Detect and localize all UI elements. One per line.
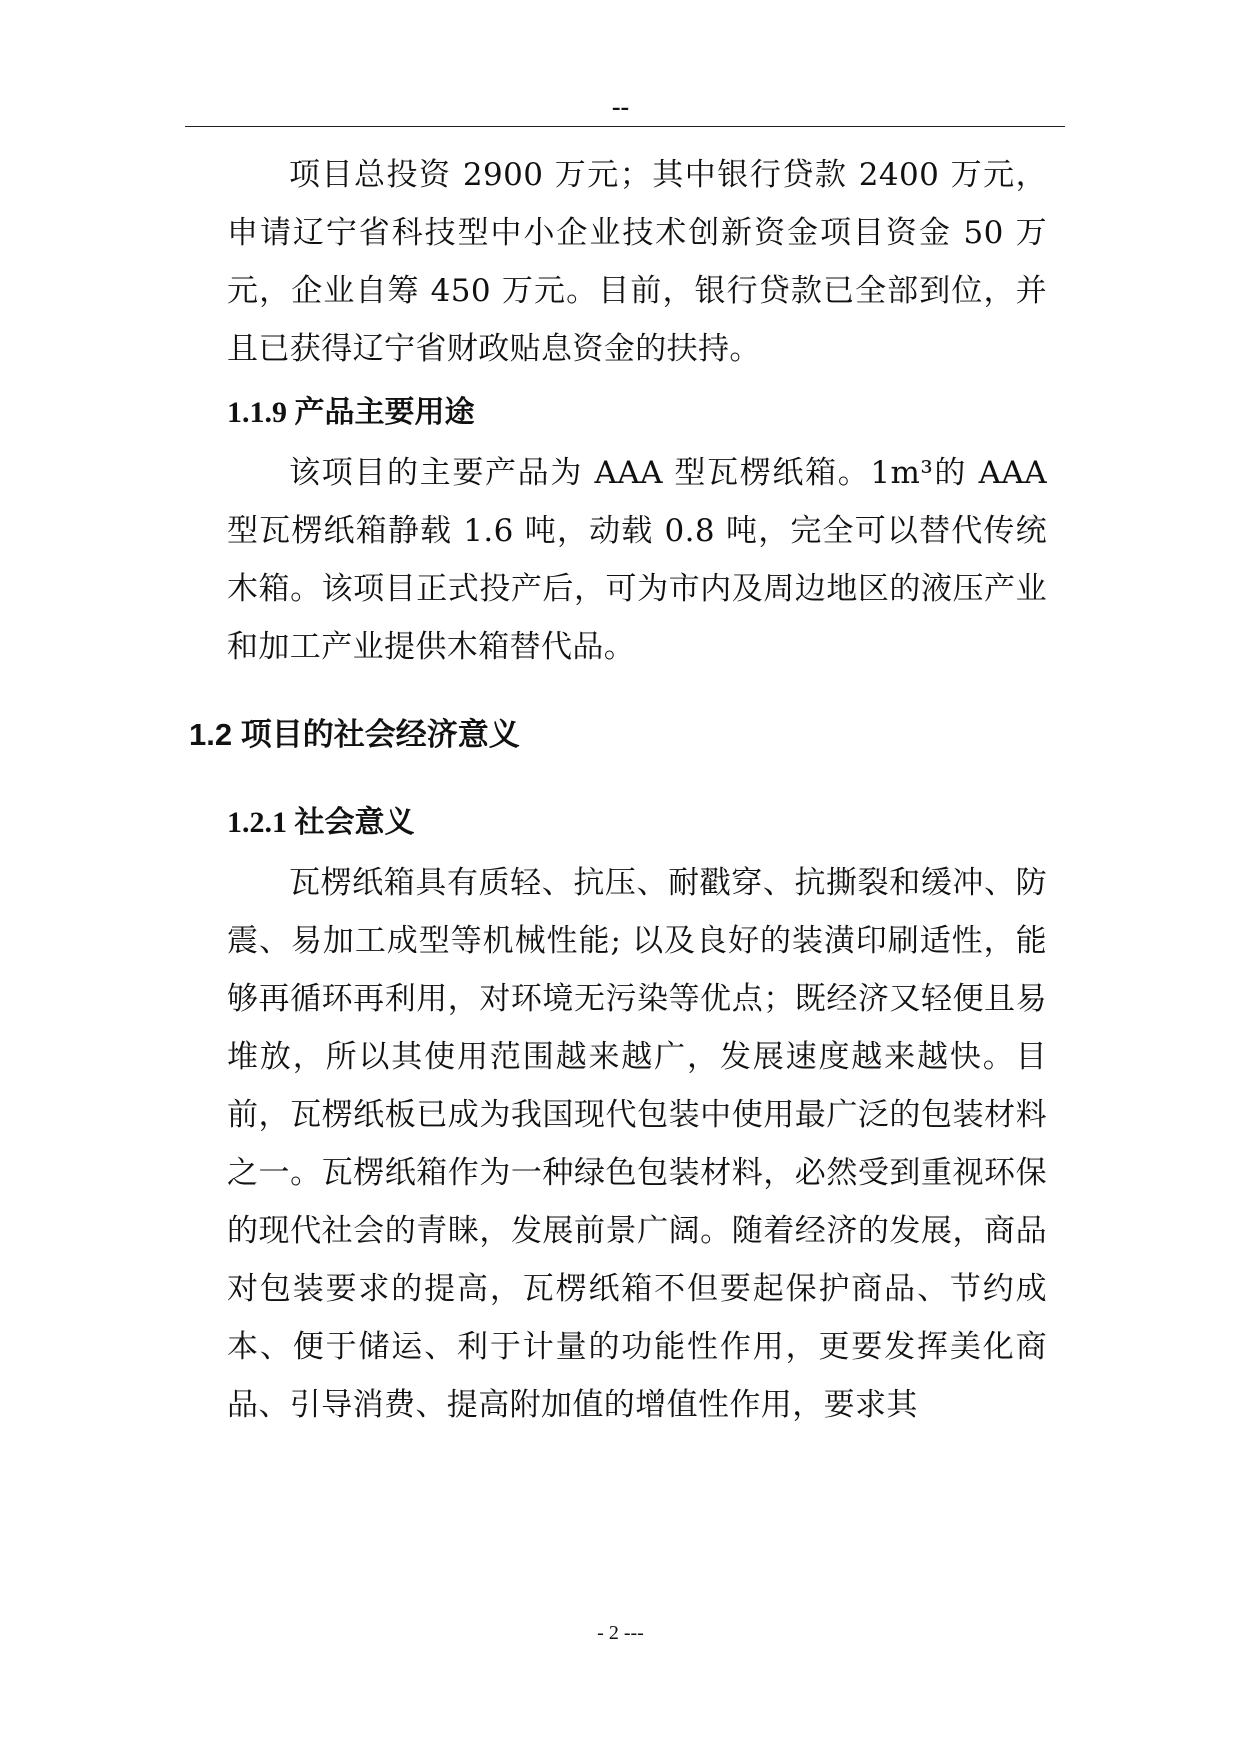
page-content <box>189 146 1047 1434</box>
heading-product-usage: 1.1.9 产品主要用途 <box>227 396 475 429</box>
page-number: - 2 --- <box>597 1622 644 1644</box>
header-divider <box>185 126 1065 127</box>
heading-socioeconomic-significance: 1.2 项目的社会经济意义 <box>189 717 520 752</box>
investment-paragraph: 项目总投资 2900 万元；其中银行贷款 2400 万元，申请辽宁省科技型中小企业技术创新资金项目资金 50 万元，企业自筹 450 万元。目前，银行贷款已全部到位，并且已获得辽宁省财政贴息资金的扶持。 <box>227 157 1047 367</box>
social-significance-paragraph: 瓦楞纸箱具有质轻、抗压、耐戳穿、抗撕裂和缓冲、防震、易加工成型等机械性能; 以及良好的装潢印刷适性，能够再循环再利用，对环境无污染等优点；既经济又轻便且易堆放，所以其使用范围越来越广，发展速度越来越快。目前，瓦楞纸板已成为我国现代包装中使用最广泛的包装材料之一。瓦楞纸箱作为一种绿色包装材料，必然受到重视环保的现代社会的青睐，发展前景广阔。随着经济的发展，商品对包装要求的提高，瓦楞纸箱不但要起保护商品、节约成本、便于储运、利于计量的功能性作用，更要发挥美化商品、引导消费、提高附加值的增值性作用，要求其 <box>227 865 1047 1423</box>
heading-social-significance: 1.2.1 社会意义 <box>227 806 415 839</box>
header-mark: -- <box>611 92 630 121</box>
product-usage-paragraph: 该项目的主要产品为 AAA 型瓦楞纸箱。1m³的 AAA 型瓦楞纸箱静载 1.6 吨，动载 0.8 吨，完全可以替代传统木箱。该项目正式投产后，可为市内及周边地区的液压产业和加工产业提供木箱替代品。 <box>227 455 1047 665</box>
